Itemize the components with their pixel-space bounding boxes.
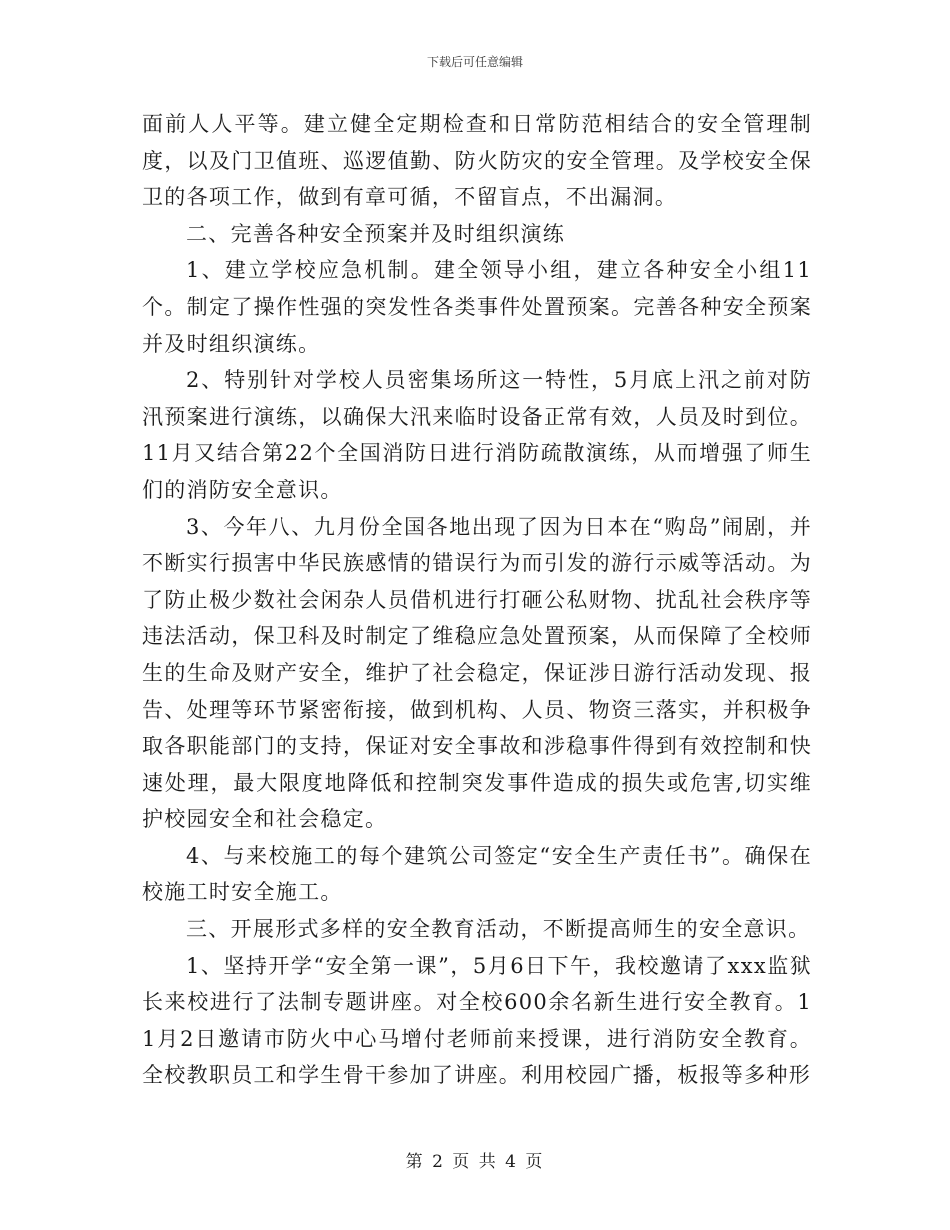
paragraph-3-1: 1、坚持开学“安全第一课”，5月6日下午，我校邀请了xxx监狱长来校进行了法制专题讲座。对全校600余名新生进行安全教育。11月2日邀请市防火中心马增付老师前来授课，进行消防安全教育。全校教职员工和学生骨干参加了讲座。利用校园广播，板报等多种形 xyxy=(142,953,812,1088)
paragraph-1: 面前人人平等。建立健全定期检查和日常防范相结合的安全管理制度，以及门卫值班、巡逻值勤、防火防灾的安全管理。及学校安全保卫的各项工作，做到有章可循，不留盲点，不出漏洞。 xyxy=(142,112,812,210)
paragraph-2-4: 4、与来校施工的每个建筑公司签定“安全生产责任书”。确保在校施工时安全施工。 xyxy=(142,843,812,905)
paragraph-2-3: 3、今年八、九月份全国各地出现了因为日本在“购岛”闹剧，并不断实行损害中华民族感情的错误行为而引发的游行示威等活动。为了防止极少数社会闲杂人员借机进行打砸公私财物、扰乱社会秩序等违法活动，保卫科及时制定了维稳应急处置预案，从而保障了全校师生的生命及财产安全，维护了社会稳定，保证涉日游行活动发现、报告、处理等环节紧密衔接，做到机构、人员、物资三落实，并积极争取各职能部门的支持，保证对安全事故和涉稳事件得到有效控制和快速处理，最大限度地降低和控制突发事件造成的损失或危害,切实维护校园安全和社会稳定。 xyxy=(142,514,812,832)
page-footer: 第 2 页 共 4 页 xyxy=(405,1152,545,1172)
paragraph-2-2: 2、特别针对学校人员密集场所这一特性，5月底上汛之前对防汛预案进行演练，以确保大汛来临时设备正常有效，人员及时到位。11月又结合第22个全国消防日进行消防疏散演练，从而增强了师生们的消防安全意识。 xyxy=(142,368,812,502)
paragraph-2-1: 1、建立学校应急机制。建全领导小组，建立各种安全小组11个。制定了操作性强的突发性各类事件处置预案。完善各种安全预案并及时组织演练。 xyxy=(142,258,812,356)
document-body xyxy=(142,106,812,1094)
section-heading-2: 二、完善各种安全预案并及时组织演练 xyxy=(186,221,566,246)
section-heading-3: 三、开展形式多样的安全教育活动，不断提高师生的安全意识。 xyxy=(186,917,811,942)
page-header: 下载后可任意编辑 xyxy=(426,55,523,69)
